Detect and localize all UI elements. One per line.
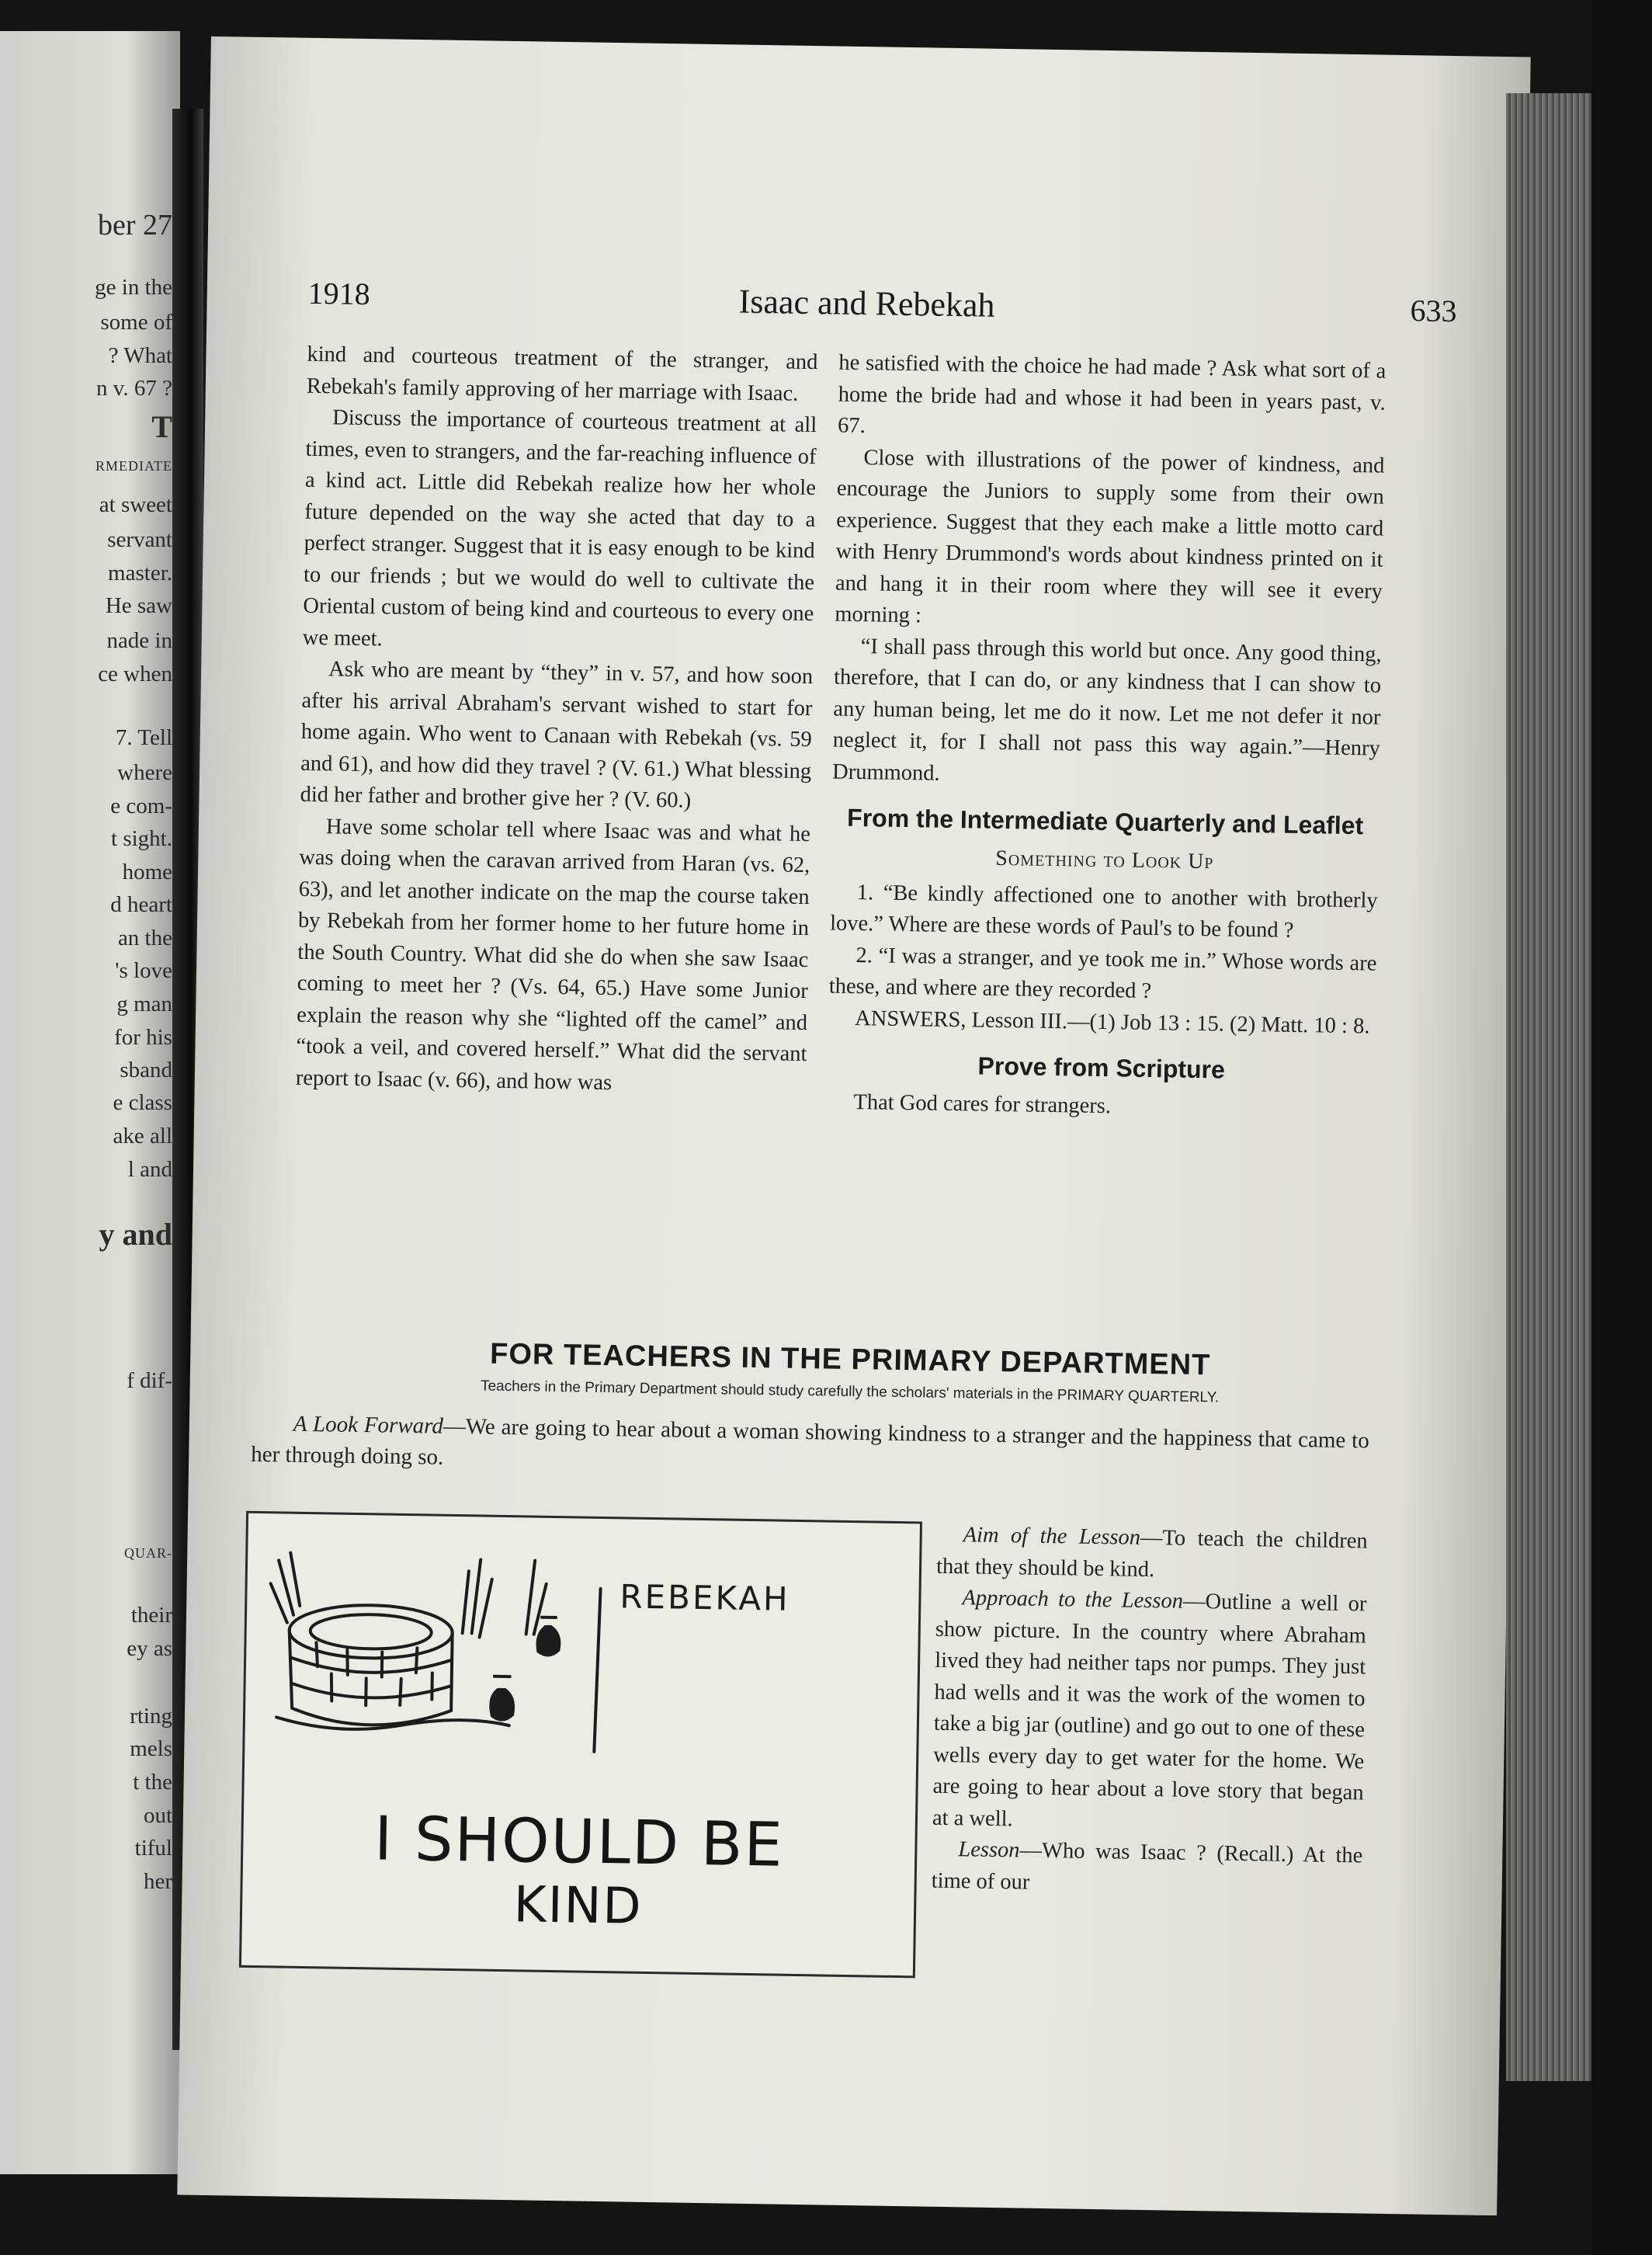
left-page-fragment: t the — [133, 1770, 172, 1795]
left-page-fragment: home — [122, 860, 172, 884]
motto-line-2: KIND — [513, 1876, 644, 1936]
question-1: 1. “Be kindly affectioned one to another with brotherly love.” Where are these words of Paul's to be found ? — [829, 880, 1378, 943]
prove-text: That God cares for strangers. — [853, 1089, 1112, 1119]
paragraph: he satisfied with the choice he had made ? Ask what sort of a home the bride had and whose it had been in years past, v. 67. — [837, 350, 1386, 439]
left-page-fragment: ey as — [127, 1636, 172, 1661]
lesson-text: —Who was Isaac ? (Recall.) At the time of our — [931, 1838, 1363, 1895]
approach-label: Approach to the Lesson — [962, 1586, 1184, 1614]
left-page-fragment: mels — [130, 1736, 172, 1761]
left-page-fragment: RMEDIATE — [95, 458, 172, 474]
left-page-fragment: master. — [108, 561, 172, 585]
primary-subheading: Teachers in the Primary Department should study carefully the scholars' materials in the PRIMARY QUARTERLY. — [480, 1378, 1220, 1406]
left-page-fragment: y and — [99, 1217, 172, 1252]
left-page-fragment: ge in the — [95, 275, 172, 300]
aim-text: —To teach the children that they should be kind. — [935, 1525, 1368, 1582]
left-page-fragment: ber 27 — [97, 209, 172, 241]
question-2: 2. “I was a stranger, and ye took me in.” Whose words are these, and where are they recorded ? — [828, 943, 1377, 1003]
left-page-fragment: 7. Tell — [115, 725, 172, 750]
answers: ANSWERS, Lesson III.—(1) Job 13 : 15. (2) Matt. 10 : 8. — [854, 1006, 1370, 1038]
left-page-fragment: rting — [130, 1704, 172, 1729]
approach-paragraph — [932, 1583, 1367, 1841]
left-page-fragment: sband — [120, 1058, 172, 1082]
left-page-fragment: where — [117, 760, 172, 785]
left-page-fragment: out — [143, 1803, 172, 1828]
paragraph: Have some scholar tell where Isaac was and what he was doing when the caravan arrived from Haran (vs. 62, 63), and let another indicate on the map the course taken by Rebekah from her former home to her future home in the South Country. What did she do when she saw Isaac coming to meet her ? (Vs. 64, 65.) Have some Junior explain the reason why she “lighted off the camel” and “took a veil, and covered herself.” What did the servant report to Isaac (v. 66), and how was — [295, 814, 811, 1095]
paragraph: Close with illustrations of the power of kindness, and encourage the Juniors to supply some from their own experience. Suggest that they each make a little motto card with Henry Drummond's words about kindness printed on it and hang it in their room where they will see it every morning : — [835, 445, 1385, 628]
left-page-fragment: ? What — [108, 343, 172, 368]
page-633 — [177, 36, 1530, 2215]
left-column — [296, 339, 818, 1102]
running-head-year: 1918 — [307, 275, 371, 312]
left-page-fragment: nade in — [106, 628, 172, 653]
rebekah-label: REBEKAH — [620, 1577, 790, 1618]
left-page-fragment: T — [151, 409, 172, 444]
look-up-heading: Something to Look Up — [995, 846, 1214, 874]
prove-heading: Prove from Scripture — [977, 1051, 1226, 1084]
left-page-fragment: f dif- — [127, 1368, 172, 1393]
aim-paragraph — [936, 1520, 1368, 1590]
left-page-fragment: e class — [113, 1090, 172, 1115]
left-page-fragment: l and — [127, 1157, 172, 1182]
aim-label: Aim of the Lesson — [963, 1523, 1141, 1550]
motto-line-1: I SHOULD BE — [373, 1804, 785, 1881]
left-page-fragment: for his — [114, 1025, 172, 1050]
right-column — [827, 348, 1386, 1127]
left-page-fragment: their — [130, 1603, 172, 1628]
left-page-fragment: He saw — [105, 593, 172, 618]
look-forward-text: —We are going to hear about a woman showing kindness to a stranger and the happiness that came to her through doing so. — [251, 1413, 1369, 1470]
left-page-fragment: some of — [100, 310, 172, 335]
page-number: 633 — [1410, 293, 1457, 329]
book-cover — [1591, 0, 1652, 2255]
left-page-fragment: her — [143, 1869, 172, 1894]
left-page-fragment: g man — [116, 992, 172, 1016]
left-page-fragment: d heart — [110, 892, 172, 917]
left-page-fragment: n v. 67 ? — [96, 376, 172, 401]
left-page-fragment: servant — [107, 527, 172, 552]
facing-left-page — [0, 31, 180, 2174]
left-page-fragment: 's love — [115, 958, 172, 983]
paragraph: Discuss the importance of courteous treatment at all times, even to strangers, and the far-reaching influence of a kind act. Little did Rebekah realize how her whole future depended on the way she acted that day to a perfect stranger. Suggest that it is easy enough to be kind to our friends ; but we would do well to cultivate the Oriental custom of being kind and courteous to every one we meet. — [302, 405, 817, 651]
look-forward-label: A Look Forward — [293, 1411, 444, 1439]
left-page-fragment: t sight. — [111, 826, 172, 851]
intermediate-heading: From the Intermediate Quarterly and Leaflet — [846, 803, 1364, 840]
left-page-fragment: ce when — [98, 662, 172, 686]
look-forward-paragraph — [251, 1408, 1369, 1488]
page-block-edge — [1506, 93, 1599, 2081]
left-page-fragment: at sweet — [99, 492, 172, 517]
primary-heading: FOR TEACHERS IN THE PRIMARY DEPARTMENT — [489, 1337, 1211, 1382]
left-page-fragment: QUAR- — [124, 1545, 172, 1561]
primary-right-column — [931, 1520, 1368, 1904]
motto-card-illustration — [239, 1511, 922, 1979]
lesson-label: Lesson — [958, 1837, 1020, 1863]
drummond-quote: “I shall pass through this world but once. Any good thing, therefore, that I can do, or any kindness that I can show to any human being, let me do it now. Let me not defer it nor neglect it, for I shall not pass this way again.”—Henry Drummond. — [831, 634, 1382, 786]
lesson-paragraph — [931, 1834, 1362, 1904]
left-page-fragment: ake all — [113, 1124, 172, 1148]
approach-text: —Outline a well or show picture. In the country where Abraham lived they had neither taps nor pumps. They just had wells and it was the work of the women to take a big jar (outline) and go out to one of these wells every day to get water for the home. We are going to hear about a love story that began at a well. — [932, 1589, 1367, 1831]
paragraph: kind and courteous treatment of the stranger, and Rebekah's family approving of her marriage with Isaac. — [306, 342, 818, 406]
left-page-fragment: an the — [117, 926, 172, 950]
left-page-fragment: tiful — [134, 1836, 172, 1861]
running-head-title: Isaac and Rebekah — [738, 282, 995, 325]
paragraph: Ask who are meant by “they” in v. 57, and how soon after his arrival Abraham's servant wished to start for home again. Who went to Canaan with Rebekah (vs. 59 and 61), and how did they travel ? (V. 61.) What blessing did her father and brother give her ? (V. 60.) — [300, 657, 814, 813]
left-page-fragment: e com- — [110, 794, 172, 818]
